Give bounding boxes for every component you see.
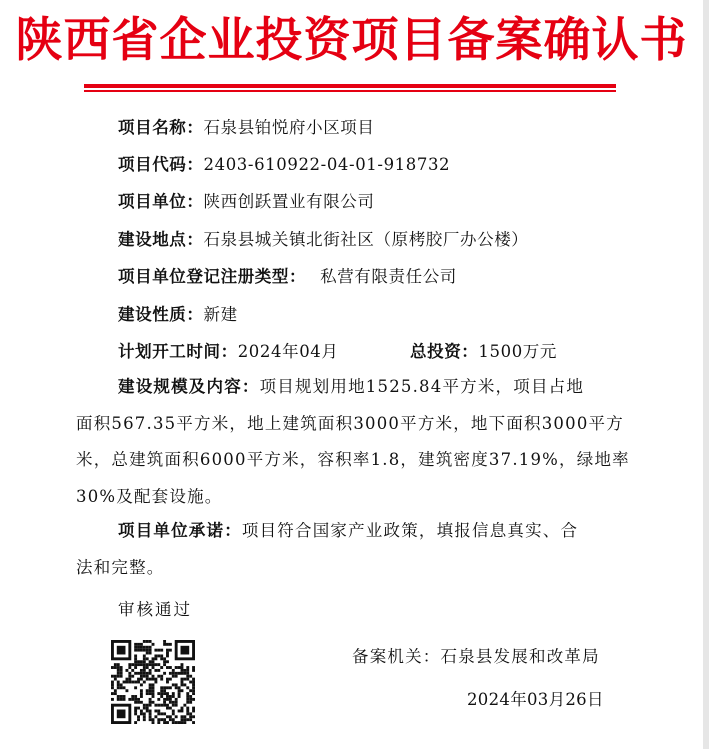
scale-text-first: 项目规划用地1525.84平方米，项目占地: [259, 377, 585, 396]
site-value: 石泉县城关镇北街社区（原栲胶厂办公楼）: [203, 230, 529, 249]
qr-code-icon: [111, 640, 195, 724]
field-project-name: [118, 117, 375, 139]
project-code-label: 项目代码：: [118, 155, 204, 174]
nature-value: 新建: [203, 305, 238, 324]
commit-paragraph: [76, 513, 636, 586]
registration-type-value: 私营有限责任公司: [320, 267, 457, 286]
total-investment-label: 总投资：: [410, 342, 479, 361]
project-name-label: 项目名称：: [118, 118, 204, 137]
nature-label: 建设性质：: [118, 305, 204, 324]
scale-paragraph: [76, 369, 636, 515]
field-start-time: [118, 341, 339, 363]
commit-text-first: 项目符合国家产业政策，填报信息真实、合: [241, 521, 579, 540]
start-time-label: 计划开工时间：: [118, 342, 238, 361]
total-investment-value: 1500万元: [478, 342, 557, 361]
title-rule-thick: [84, 84, 616, 88]
page-edge: [703, 0, 709, 749]
filing-date: 2024年03月26日: [467, 690, 604, 709]
field-nature: [118, 304, 238, 326]
project-unit-label: 项目单位：: [118, 192, 204, 211]
commit-label: 项目单位承诺：: [118, 521, 242, 540]
project-code-value: 2403-610922-04-01-918732: [203, 155, 451, 174]
commit-text-rest: 法和完整。: [76, 557, 165, 577]
project-name-value: 石泉县铂悦府小区项目: [203, 118, 375, 137]
field-registration-type: [118, 266, 457, 288]
field-site: [118, 229, 528, 251]
field-project-unit: [118, 191, 375, 213]
start-time-value: 2024年04月: [237, 342, 339, 361]
project-unit-value: 陕西创跃置业有限公司: [203, 192, 375, 211]
field-total-investment: [410, 341, 557, 363]
document-title: 陕西省企业投资项目备案确认书: [15, 13, 688, 68]
registration-type-label: 项目单位登记注册类型：: [118, 267, 307, 286]
field-project-code: [118, 154, 450, 176]
filing-agency: 备案机关：石泉县发展和改革局: [352, 647, 600, 666]
scale-text-rest: 面积567.35平方米，地上建筑面积3000平方米，地下面积3000平方米，总建筑面积6000平方米，容积率1.8，建筑密度37.19%，绿地率30%及配套设施。: [76, 413, 630, 506]
scale-label: 建设规模及内容：: [118, 377, 260, 396]
site-label: 建设地点：: [118, 230, 204, 249]
title-rule-thin: [84, 90, 616, 92]
review-status: 审核通过: [118, 600, 192, 619]
